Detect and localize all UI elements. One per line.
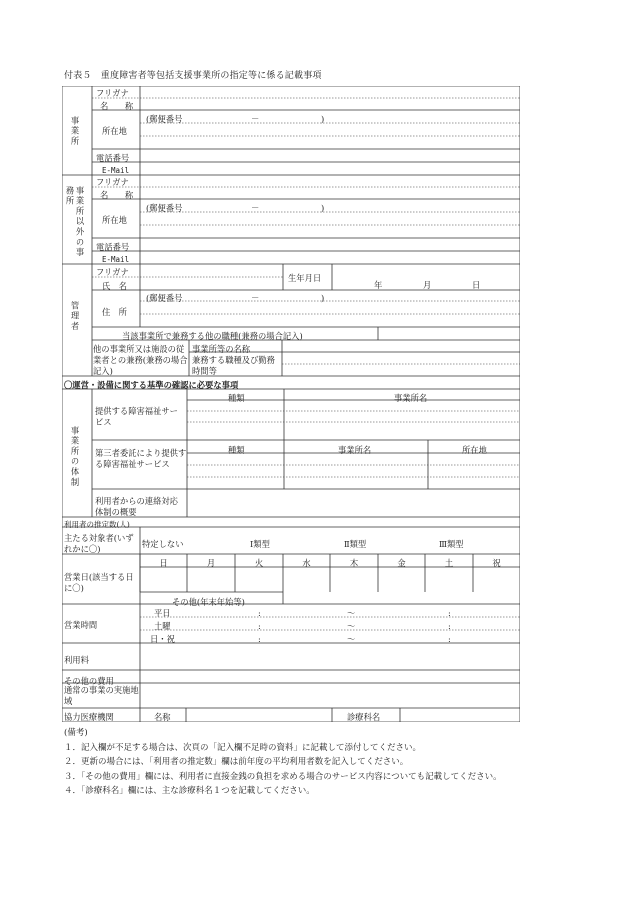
office-postal-label: (郵便番号 — [146, 114, 183, 124]
day-header-3: 水 — [302, 558, 311, 568]
business-days-other-label: その他(年末年始等) — [172, 597, 245, 607]
other-office-postal-close: ) — [321, 203, 325, 213]
manager-address-label: 住 所 — [102, 307, 127, 317]
target-label: 主たる対象者(いずれかに〇) — [64, 533, 134, 554]
form-grid — [62, 86, 520, 722]
hours-tilde-1: ～ — [347, 608, 356, 618]
office-address-label: 所在地 — [102, 126, 127, 136]
manager-furigana-label: フリガナ — [96, 267, 129, 277]
page-title: 付表５ 重度障害者等包括支援事業所の指定等に係る記載事項 — [64, 71, 322, 81]
hours-row-saturday: 土曜 — [154, 621, 171, 631]
services-label: 提供する障害福祉サービス — [95, 406, 178, 427]
hours-colon-1b: : — [448, 608, 451, 618]
office-name-label: 名 称 — [100, 101, 134, 111]
hours-colon-2b: : — [448, 621, 451, 631]
manager-dob-year: 年 — [374, 280, 383, 290]
office-postal-dash: － — [251, 114, 260, 124]
manager-postal-close: ) — [321, 293, 325, 303]
hours-tilde-2: ～ — [347, 621, 356, 631]
other-office-email-label: E-Mail — [102, 255, 130, 264]
manager-concurrent-other-label: 他の事業所又は施設の従業者との兼務(兼務の場合記入) — [93, 344, 188, 376]
manager-dob-label: 生年月日 — [288, 273, 322, 283]
other-office-postal-dash: － — [251, 203, 260, 213]
notes — [64, 726, 534, 799]
services-kind-header: 種類 — [228, 393, 245, 403]
target-option-1: Ⅰ類型 — [250, 539, 270, 549]
office-phone-label: 電話番号 — [96, 153, 130, 163]
third-party-location-header: 所在地 — [462, 445, 487, 455]
note-item-1: １．記入欄が不足する場合は、次頁の「記入欄不足時の資料」に記載して添付してください。 — [64, 742, 422, 753]
third-party-label: 第三者委託により提供する障害福祉サービス — [95, 448, 187, 469]
services-office-name-header: 事業所名 — [394, 393, 428, 403]
hours-tilde-3: ～ — [347, 634, 356, 644]
hours-label: 営業時間 — [64, 620, 98, 630]
fee-label: 利用料 — [64, 655, 89, 665]
medical-name-label: 名称 — [154, 712, 171, 722]
medical-institution-label: 協力医療機関 — [64, 712, 114, 722]
office-furigana-label: フリガナ — [96, 88, 129, 98]
note-item-2: ２．更新の場合には、「利用者の推定数」欄は前年度の平均利用者数を記入してください。 — [64, 757, 409, 767]
manager-name-label: 氏 名 — [102, 281, 127, 291]
manager-concurrent-here-label: 当該事業所で兼務する他の職種(兼務の場合記入) — [122, 331, 303, 341]
other-costs-label: その他の費用 — [64, 676, 114, 686]
office-postal-close: ) — [321, 114, 325, 124]
third-party-kind-header: 種類 — [228, 445, 245, 455]
day-header-1: 月 — [206, 558, 216, 568]
third-party-office-name-header: 事業所名 — [338, 445, 372, 455]
manager-postal-dash: － — [251, 293, 260, 303]
other-office-name-label: 名 称 — [100, 190, 134, 200]
hours-colon-3a: : — [258, 634, 261, 644]
other-office-postal-label: (郵便番号 — [146, 203, 183, 213]
other-office-address-label: 所在地 — [102, 215, 127, 225]
day-header-0: 日 — [159, 558, 168, 568]
other-office-furigana-label: フリガナ — [96, 177, 129, 187]
section-header: 〇運営・設備に関する基準の確認に必要な事項 — [64, 380, 239, 390]
office-email-label: E-Mail — [102, 166, 130, 175]
notes-heading: (備考) — [64, 728, 88, 738]
day-header-7: 祝 — [492, 558, 501, 568]
medical-department-label: 診療科名 — [347, 712, 381, 722]
application-form — [62, 86, 520, 722]
service-area-label: 通常の事業の実施地域 — [64, 685, 139, 706]
manager-group-label: 管理者 — [70, 301, 80, 332]
hours-colon-2a: : — [258, 621, 261, 631]
other-office-phone-label: 電話番号 — [96, 242, 130, 252]
user-estimate-label: 利用者の推定数(人) — [64, 520, 130, 529]
day-header-2: 火 — [254, 558, 264, 568]
note-item-3: ３．「その他の費用」欄には、利用者に直接金銭の負担を求める場合のサービス内容についても記載してください。 — [64, 771, 502, 782]
hours-row-sunday: 日・祝 — [150, 634, 175, 644]
target-option-3: Ⅲ類型 — [439, 539, 464, 549]
note-item-4: ４．「診療科名」欄には、主な診療科名１つを記載してください。 — [64, 786, 315, 796]
manager-dob-day: 日 — [472, 280, 481, 290]
hours-row-weekday: 平日 — [154, 608, 171, 618]
target-option-2: Ⅱ類型 — [344, 539, 367, 549]
hours-colon-1a: : — [258, 608, 261, 618]
manager-other-duty-label: 兼務する職種及び勤務時間等 — [192, 355, 275, 376]
business-days-label: 営業日(該当する日に〇) — [64, 572, 134, 593]
manager-dob-month: 月 — [423, 280, 432, 290]
other-office-group-label: 事業所以外の事務所 — [65, 186, 85, 259]
structure-group-label: 事業所の体制 — [70, 426, 80, 488]
hours-colon-3b: : — [448, 634, 451, 644]
day-header-5: 金 — [397, 558, 406, 568]
day-header-4: 木 — [349, 558, 359, 568]
manager-other-office-name-label: 事業所等の名称 — [192, 344, 251, 354]
contact-system-label: 利用者からの連絡対応体制の概要 — [95, 496, 178, 517]
office-group-label: 事業所 — [70, 116, 80, 147]
target-option-0: 特定しない — [142, 539, 184, 549]
manager-postal-label: (郵便番号 — [146, 293, 183, 303]
day-header-6: 土 — [444, 558, 454, 568]
